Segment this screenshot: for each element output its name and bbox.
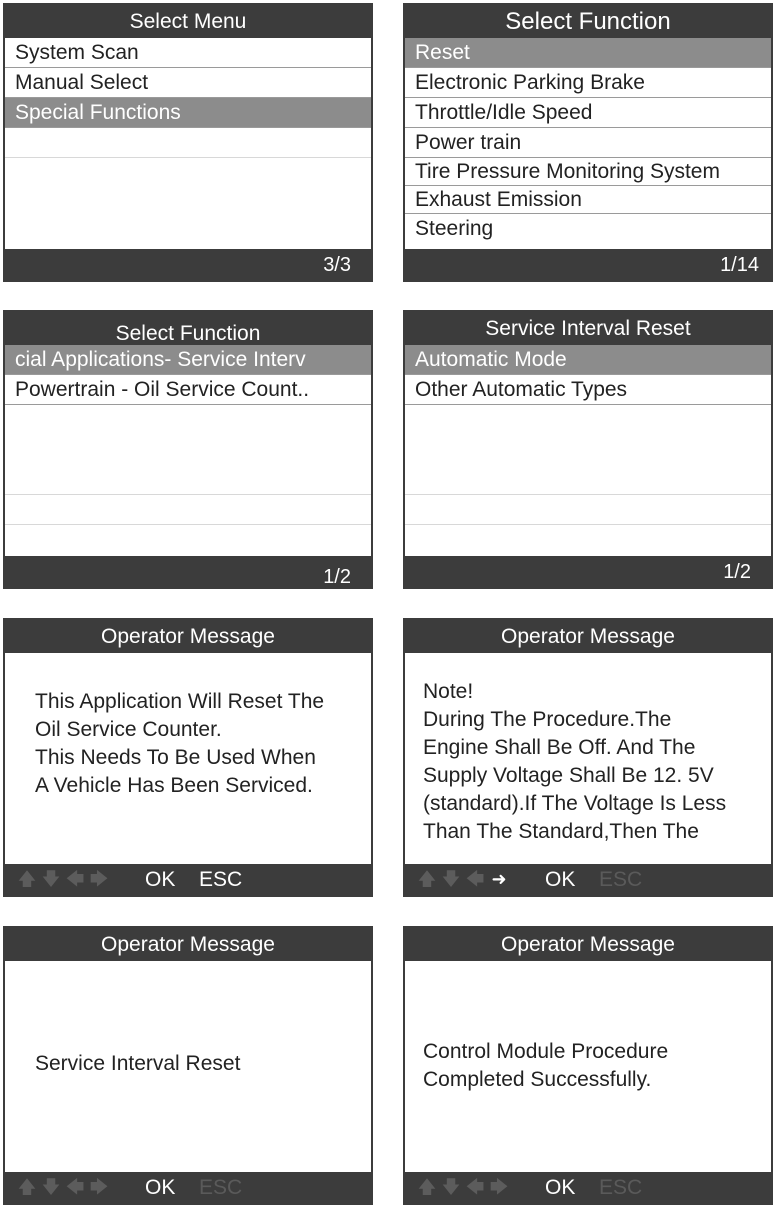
empty-row [5, 495, 371, 525]
arrow-left-icon[interactable]: 🡄 [465, 1177, 485, 1197]
message-line: Note! [423, 680, 474, 703]
screen-service-interval-reset [403, 310, 773, 589]
empty-row [405, 405, 771, 495]
screen-operator-message-3 [3, 926, 373, 1205]
screen-select-function-2 [3, 310, 373, 589]
message-line: A Vehicle Has Been Serviced. [35, 774, 313, 797]
screen-title: Select Function [5, 312, 371, 345]
status-bar [405, 249, 771, 280]
message-line: During The Procedure.The [423, 708, 672, 731]
message-body [423, 1038, 763, 1094]
arrow-right-icon[interactable]: 🡆 [89, 869, 109, 889]
screen-title: Select Menu [5, 5, 371, 38]
arrow-left-icon[interactable]: 🡄 [65, 1177, 85, 1197]
arrow-down-icon[interactable]: 🡇 [441, 1177, 461, 1197]
message-line: Than The Standard,Then The [423, 820, 699, 843]
button-bar [405, 1172, 771, 1203]
menu-item-manual-select[interactable]: Manual Select [5, 68, 371, 98]
esc-button[interactable]: ESC [199, 868, 243, 891]
message-body [35, 688, 363, 800]
arrow-left-icon[interactable]: 🡄 [65, 869, 85, 889]
esc-button[interactable]: ESC [199, 1176, 243, 1199]
arrow-right-icon[interactable]: ➜ [491, 869, 507, 889]
page-indicator: 1/2 [323, 566, 351, 588]
screen-title: Service Interval Reset [405, 312, 771, 345]
function-item-power-train[interactable]: Power train [405, 128, 771, 158]
nav-arrows [15, 1172, 111, 1203]
screen-title: Operator Message [405, 620, 771, 653]
arrow-left-icon[interactable]: 🡄 [465, 869, 485, 889]
screen-operator-message-2 [403, 618, 773, 897]
screen-title: Operator Message [5, 620, 371, 653]
ok-button[interactable]: OK [145, 868, 176, 891]
arrow-right-icon[interactable]: 🡆 [89, 1177, 109, 1197]
message-line: Control Module Procedure [423, 1040, 669, 1063]
message-body [423, 678, 767, 846]
arrow-down-icon[interactable]: 🡇 [41, 1177, 61, 1197]
nav-arrows [15, 864, 111, 895]
message-line: This Needs To Be Used When [35, 746, 316, 769]
screen-title: Operator Message [405, 928, 771, 961]
page-indicator: 1/2 [723, 561, 751, 583]
message-line: This Application Will Reset The [35, 690, 325, 713]
status-bar [405, 556, 771, 587]
arrow-down-icon[interactable]: 🡇 [41, 869, 61, 889]
arrow-up-icon[interactable]: 🡅 [17, 869, 37, 889]
function-item-oil-service-counter[interactable]: Powertrain - Oil Service Count.. [5, 375, 371, 405]
function-item-steering[interactable]: Steering [415, 217, 494, 240]
empty-row [5, 128, 371, 158]
function-item-throttle-idle-speed[interactable]: Throttle/Idle Speed [405, 98, 771, 128]
message-line: Oil Service Counter. [35, 718, 222, 741]
screen-title: Operator Message [5, 928, 371, 961]
message-line: Completed Successfully. [423, 1068, 652, 1091]
screen-select-menu [3, 3, 373, 282]
message-line: Engine Shall Be Off. And The [423, 736, 696, 759]
button-bar [5, 864, 371, 895]
message-line: (standard).If The Voltage Is Less [423, 792, 727, 815]
button-bar [405, 864, 771, 895]
esc-button[interactable]: ESC [599, 868, 643, 891]
menu-item-system-scan[interactable]: System Scan [5, 38, 371, 68]
page-indicator: 3/3 [323, 254, 351, 276]
status-bar [5, 249, 371, 280]
option-other-automatic-types[interactable]: Other Automatic Types [405, 375, 771, 405]
ok-button[interactable]: OK [145, 1176, 176, 1199]
option-automatic-mode[interactable]: Automatic Mode [405, 345, 771, 375]
ok-button[interactable]: OK [545, 868, 576, 891]
arrow-up-icon[interactable]: 🡅 [417, 869, 437, 889]
empty-row [5, 405, 371, 495]
nav-arrows [415, 1172, 511, 1203]
button-bar [5, 1172, 371, 1203]
function-item-electronic-parking-brake[interactable]: Electronic Parking Brake [405, 68, 771, 98]
empty-row [405, 495, 771, 525]
ok-button[interactable]: OK [545, 1176, 576, 1199]
function-item-tpms[interactable]: Tire Pressure Monitoring System [405, 158, 771, 186]
message-line: Service Interval Reset [35, 1052, 241, 1075]
message-line: Supply Voltage Shall Be 12. 5V [423, 764, 714, 787]
function-item-exhaust-emission[interactable]: Exhaust Emission [405, 186, 771, 214]
screen-title: Select Function [405, 5, 771, 38]
function-item-service-interval[interactable]: cial Applications- Service Interv [5, 345, 371, 375]
arrow-down-icon[interactable]: 🡇 [441, 869, 461, 889]
esc-button[interactable]: ESC [599, 1176, 643, 1199]
arrow-up-icon[interactable]: 🡅 [17, 1177, 37, 1197]
nav-arrows [415, 864, 511, 895]
arrow-right-icon[interactable]: 🡆 [489, 1177, 509, 1197]
screen-operator-message-4 [403, 926, 773, 1205]
message-body [35, 1050, 363, 1078]
page-indicator: 1/14 [720, 254, 759, 276]
arrow-up-icon[interactable]: 🡅 [417, 1177, 437, 1197]
status-bar [5, 556, 371, 587]
screen-operator-message-1 [3, 618, 373, 897]
function-item-reset[interactable]: Reset [405, 38, 771, 68]
screen-select-function [403, 3, 773, 282]
menu-item-special-functions[interactable]: Special Functions [5, 98, 371, 128]
